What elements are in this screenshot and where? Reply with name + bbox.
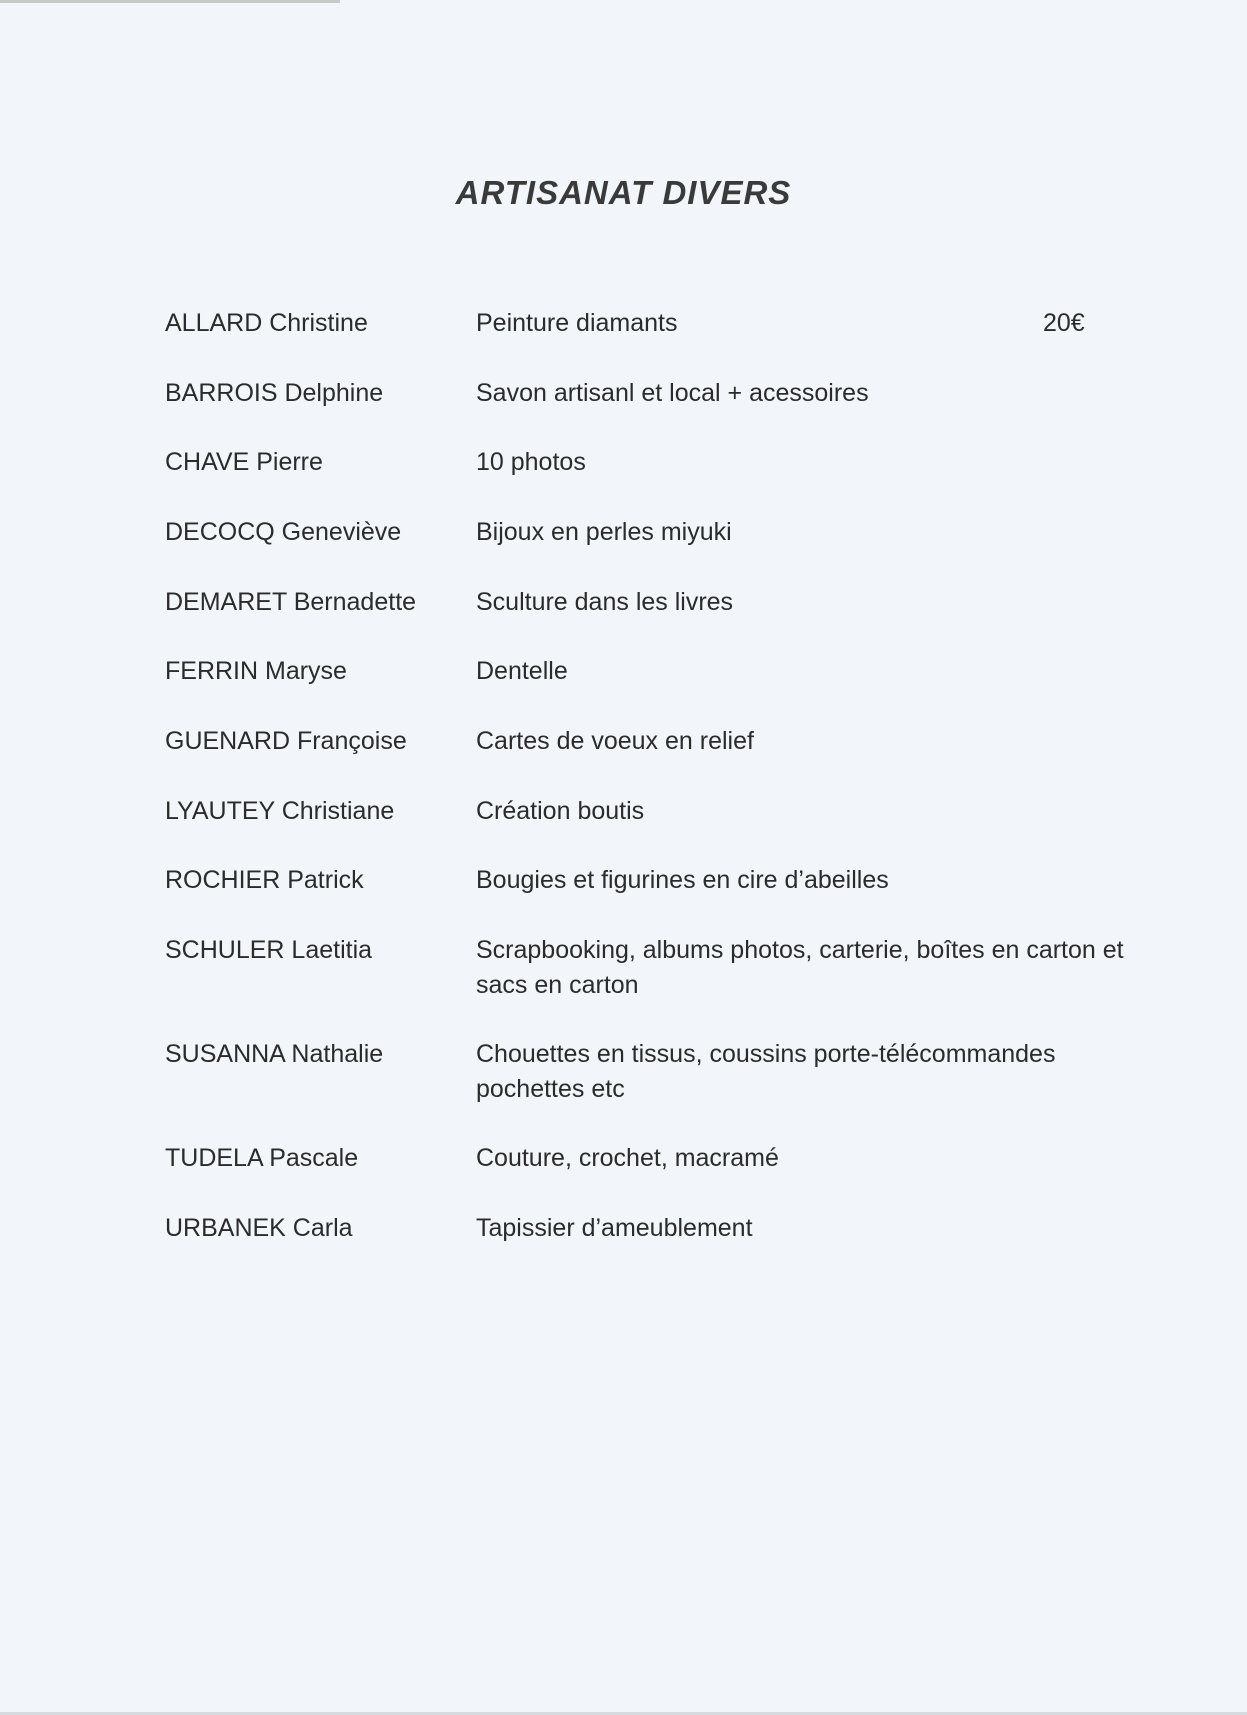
exhibitor-craft: Tapissier d’ameublement <box>476 1214 753 1242</box>
exhibitor-craft: Peinture diamants <box>476 309 678 337</box>
exhibitor-craft: Sculture dans les livres <box>476 588 734 616</box>
price-label: 20€ <box>1043 309 1085 337</box>
exhibitor-name: CHAVE Pierre <box>165 448 323 476</box>
exhibitor-craft: Bougies et figurines en cire d’abeilles <box>476 866 889 894</box>
exhibitor-name: SUSANNA Nathalie <box>165 1040 384 1068</box>
page-title: ARTISANAT DIVERS <box>455 174 792 211</box>
exhibitor-name: DEMARET Bernadette <box>165 588 417 616</box>
exhibitor-craft: Scrapbooking, albums photos, carterie, boîtes en carton et sacs en carton <box>476 936 1124 999</box>
scan-edge-top <box>0 0 340 3</box>
exhibitor-craft: 10 photos <box>476 448 586 476</box>
exhibitor-craft: Bijoux en perles miyuki <box>476 518 732 546</box>
exhibitor-name: SCHULER Laetitia <box>165 936 373 964</box>
exhibitor-name: ALLARD Christine <box>165 309 368 337</box>
exhibitor-name: DECOCQ Geneviève <box>165 518 402 546</box>
exhibitor-name: ROCHIER Patrick <box>165 866 364 894</box>
exhibitor-name: GUENARD Françoise <box>165 727 407 755</box>
exhibitor-craft: Savon artisanl et local + acessoires <box>476 379 869 407</box>
exhibitor-craft: Chouettes en tissus, coussins porte-télécommandes pochettes etc <box>476 1040 1056 1103</box>
exhibitor-name: FERRIN Maryse <box>165 657 347 685</box>
exhibitor-name: URBANEK Carla <box>165 1214 353 1242</box>
exhibitor-name: TUDELA Pascale <box>165 1144 359 1172</box>
exhibitor-name: BARROIS Delphine <box>165 379 384 407</box>
exhibitor-craft: Création boutis <box>476 797 645 825</box>
exhibitor-craft: Cartes de voeux en relief <box>476 727 754 755</box>
exhibitor-craft: Dentelle <box>476 657 568 685</box>
exhibitor-craft: Couture, crochet, macramé <box>476 1144 779 1172</box>
exhibitor-name: LYAUTEY Christiane <box>165 797 395 825</box>
